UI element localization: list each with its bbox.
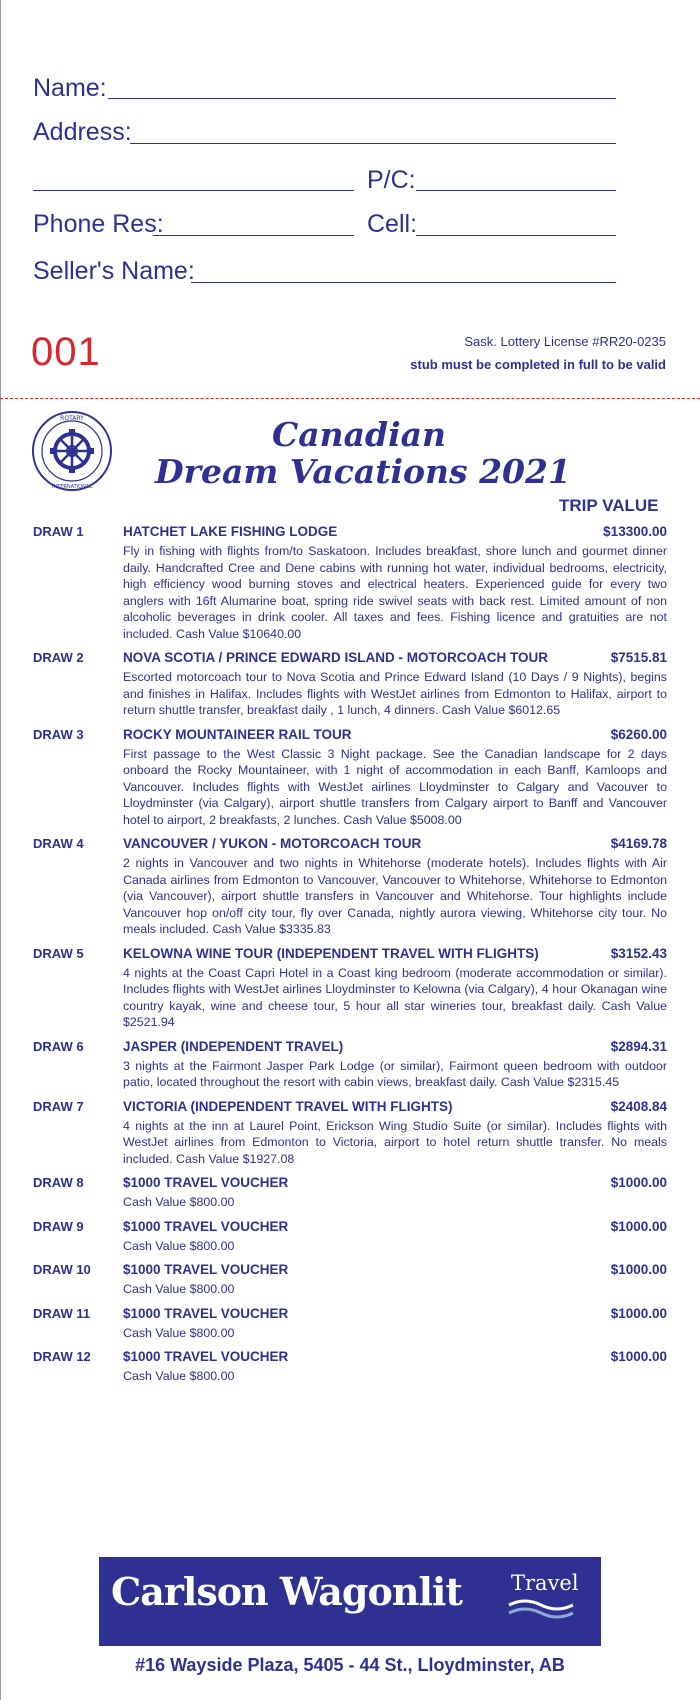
brand-suffix: Travel xyxy=(511,1571,579,1595)
stub-note: stub must be completed in full to be valid xyxy=(410,357,666,372)
draw-title: VANCOUVER / YUKON - MOTORCOACH TOUR $4169.78 xyxy=(123,836,667,851)
draw-description: Cash Value $800.00 xyxy=(123,1282,235,1296)
draw-label: DRAW 3 xyxy=(33,726,84,742)
draw-item xyxy=(33,524,667,642)
phone-field[interactable] xyxy=(153,235,354,236)
svg-text:INTERNATIONAL: INTERNATIONAL xyxy=(51,484,93,490)
draw-item xyxy=(33,1262,667,1298)
draw-item xyxy=(33,1349,667,1385)
draw-label: DRAW 12 xyxy=(33,1349,91,1364)
draw-value: $1000.00 xyxy=(610,1262,667,1277)
draw-description: 4 nights at the inn at Laurel Point, Erickson Wing Studio Suite (or similar). Includes flights with WestJet airlines from Edmonton to Victoria, airport to hotel return shuttle transfer. No meals included. Cash Value $1927.08 xyxy=(123,1118,667,1166)
draw-title: $1000 TRAVEL VOUCHER $1000.00 xyxy=(123,1262,667,1277)
draw-item xyxy=(33,1099,667,1168)
draw-description: Cash Value $800.00 xyxy=(123,1325,235,1340)
draw-label: DRAW 11 xyxy=(33,1305,91,1321)
draw-label: DRAW 2 xyxy=(33,650,84,665)
draw-title: JASPER (INDEPENDENT TRAVEL) $2894.31 xyxy=(123,1038,667,1054)
pc-label: P/C: xyxy=(367,166,416,194)
draw-item xyxy=(33,1175,667,1211)
draw-description: 2 nights in Vancouver and two nights in Whitehorse (moderate hotels). Includes flights with Air Canada airlines from Edmonton to Vancouver, Vancouver to Whitehorse, Whitehorse to Edmonton (via Vancouver), airport shuttle transfers in Vancouver and Whitehorse. Tour highlights include Vancouver hop on/off city tour, fly over Canada, nightly aurora viewing, Whitehorse city tour. No meals included. Cash Value $3335.83 xyxy=(123,856,667,936)
draw-description: 4 nights at the Coast Capri Hotel in a Coast king bedroom (moderate accommodation or similar). Includes flights with WestJet airlines Lloydminster to Kelowna (via Calgary), 4 hour Okanagan wine country kayak, wine and cheese tour, 5 hour all star wineries tour, breakfast daily. Cash Value $2521.94 xyxy=(123,965,667,1029)
draw-description: Cash Value $800.00 xyxy=(123,1369,235,1383)
phone-label: Phone Res: xyxy=(33,210,164,238)
name-label: Name: xyxy=(33,74,107,102)
svg-text:ROTARY: ROTARY xyxy=(60,415,84,422)
draw-value: $2894.31 xyxy=(610,1038,667,1054)
draw-item xyxy=(33,836,667,938)
name-field[interactable] xyxy=(108,98,616,99)
carlson-wagonlit-logo xyxy=(99,1557,601,1646)
draw-description: Escorted motorcoach tour to Nova Scotia and Prince Edward Island (10 Days / 9 Nights), begins and finishes in Halifax. Includes flights with WestJet airlines from Edmonton to Halifax, airport to return shuttle transfer, breakfast daily , 1 lunch, 4 dinners. Cash Value $6012.65 xyxy=(123,670,667,717)
wave-icon xyxy=(507,1597,577,1619)
cell-label: Cell: xyxy=(367,210,418,238)
draw-title: VICTORIA (INDEPENDENT TRAVEL WITH FLIGHTS) $2408.84 xyxy=(123,1098,667,1114)
draw-value: $2408.84 xyxy=(610,1098,667,1114)
draw-value: $7515.81 xyxy=(610,650,667,665)
ticket-number: 001 xyxy=(31,330,101,374)
draw-description: 3 nights at the Fairmont Jasper Park Lodge (or similar), Fairmont queen bedroom with outdoor patio, located throughout the resort with cabin views, breakfast daily. Cash Value $2315.45 xyxy=(123,1058,667,1089)
draw-title: $1000 TRAVEL VOUCHER $1000.00 xyxy=(123,1305,667,1321)
rotary-wheel-icon xyxy=(31,410,113,492)
draw-title: ROCKY MOUNTAINEER RAIL TOUR $6260.00 xyxy=(123,726,667,742)
draw-title: KELOWNA WINE TOUR (INDEPENDENT TRAVEL WITH FLIGHTS) $3152.43 xyxy=(123,945,667,961)
draw-value: $6260.00 xyxy=(610,726,667,742)
lottery-license: Sask. Lottery License #RR20-0235 xyxy=(464,334,666,349)
brand-name: Carlson Wagonlit xyxy=(111,1569,462,1614)
draw-item xyxy=(33,650,667,719)
draw-title: HATCHET LAKE FISHING LODGE $13300.00 xyxy=(123,524,667,539)
draw-item xyxy=(33,1219,667,1255)
draw-value: $3152.43 xyxy=(610,945,667,961)
draw-description: First passage to the West Classic 3 Night package. See the Canadian landscape for 2 days onboard the Rocky Mountaineer, with 1 night of accommodation in each Banff, Kamloops and Vancouver. Includes flights with WestJet airlines Lloydminster to Calgary and Vacouver to Lloydminster (via Calgary), airport shuttle transfers from Calgary airport to Banff and Vancouver hotel to airport, 2 breakfasts, 2 lunches. Cash Value $5008.00 xyxy=(123,746,667,827)
draw-value: $4169.78 xyxy=(610,836,667,851)
draw-item xyxy=(33,946,667,1031)
draw-item xyxy=(33,1306,667,1342)
draw-description: Cash Value $800.00 xyxy=(123,1195,235,1209)
address-line2-field[interactable] xyxy=(33,190,354,191)
tear-line xyxy=(0,398,700,399)
draw-list xyxy=(33,524,667,1393)
seller-field[interactable] xyxy=(191,282,616,283)
draw-label: DRAW 9 xyxy=(33,1218,84,1234)
trip-value-header: TRIP VALUE xyxy=(559,496,659,515)
draw-value: $1000.00 xyxy=(610,1349,667,1364)
address-label: Address: xyxy=(33,118,132,146)
draw-description: Cash Value $800.00 xyxy=(123,1238,235,1253)
pc-field[interactable] xyxy=(416,190,616,191)
agency-address: #16 Wayside Plaza, 5405 - 44 St., Lloydminster, AB xyxy=(135,1655,565,1675)
draw-label: DRAW 6 xyxy=(33,1038,84,1054)
ticket-stub xyxy=(0,0,700,398)
draw-description: Fly in fishing with flights from/to Saskatoon. Includes breakfast, shore lunch and gourmet dinner daily. Handcrafted Cree and Dene cabins with running hot water, individual bedrooms, electricity, high efficiency wood burning stoves and electrical heaters. Experienced guide for every two anglers with 16ft Alumarine boat, spring ride swivel seats with back rest. Limited amount of non alcoholic beverages in drink cooler. All taxes and fees. Fishing licence and gratuities are not included. Cash Value $10640.00 xyxy=(123,544,667,641)
draw-label: DRAW 10 xyxy=(33,1262,91,1277)
draw-title: $1000 TRAVEL VOUCHER $1000.00 xyxy=(123,1349,667,1364)
draw-title: NOVA SCOTIA / PRINCE EDWARD ISLAND - MOTORCOACH TOUR $7515.81 xyxy=(123,650,667,665)
draw-item xyxy=(33,1039,667,1091)
draw-value: $1000.00 xyxy=(610,1175,667,1190)
draw-label: DRAW 8 xyxy=(33,1175,84,1190)
draw-label: DRAW 5 xyxy=(33,945,84,961)
address-field[interactable] xyxy=(130,143,616,144)
draw-label: DRAW 4 xyxy=(33,836,84,851)
cell-field[interactable] xyxy=(416,235,616,236)
draw-value: $1000.00 xyxy=(610,1218,667,1234)
draw-value: $13300.00 xyxy=(603,524,667,539)
draw-item xyxy=(33,727,667,829)
draw-value: $1000.00 xyxy=(610,1305,667,1321)
draw-label: DRAW 1 xyxy=(33,524,84,539)
seller-label: Seller's Name: xyxy=(33,257,195,285)
draw-title: $1000 TRAVEL VOUCHER $1000.00 xyxy=(123,1218,667,1234)
title-line2: Dream Vacations 2021 xyxy=(155,452,571,491)
draw-title: $1000 TRAVEL VOUCHER $1000.00 xyxy=(123,1175,667,1190)
title-line1: Canadian xyxy=(272,415,447,454)
draw-label: DRAW 7 xyxy=(33,1098,84,1114)
